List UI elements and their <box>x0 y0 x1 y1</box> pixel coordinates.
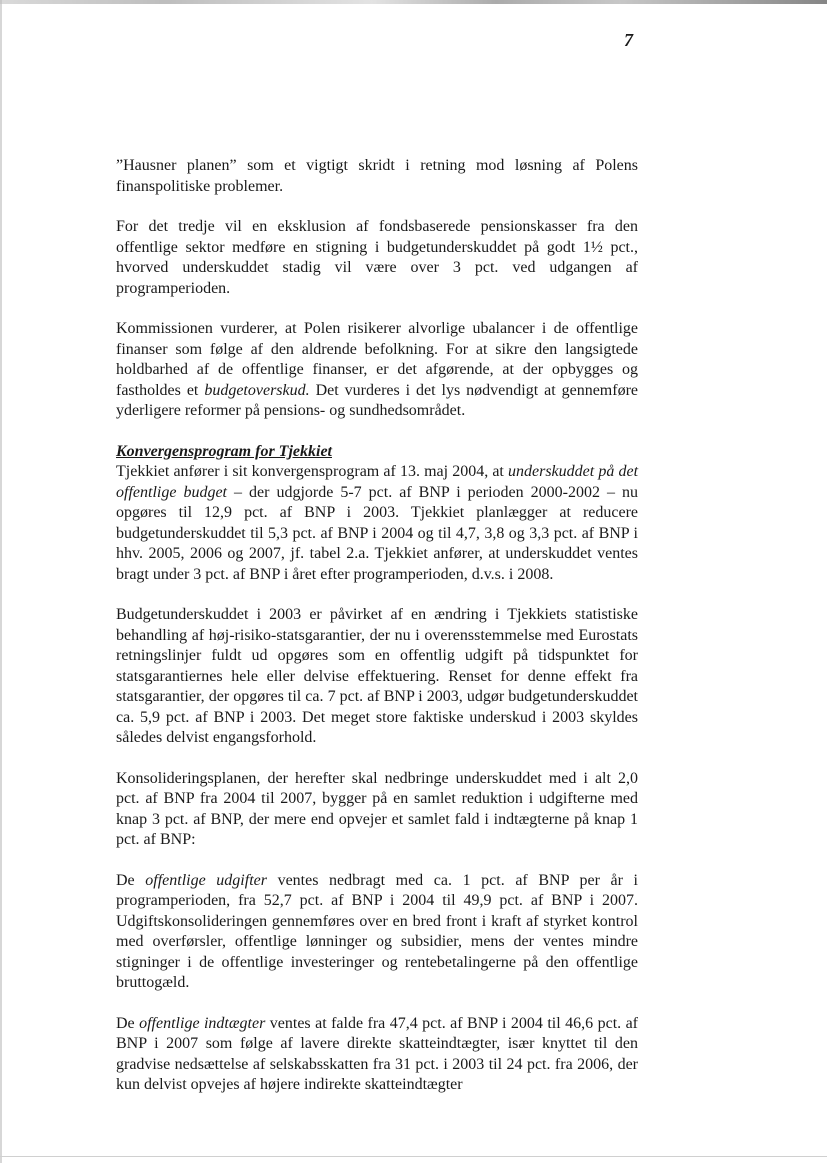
scan-edge-bottom <box>0 1156 827 1157</box>
paragraph-1: ”Hausner planen” som et vigtigt skridt i retning mod løsning af Polens finanspolitiske problemer. <box>116 157 638 195</box>
paragraph-6: Konsolideringsplanen, der herefter skal nedbringe underskuddet med i alt 2,0 pct. af BNP fra 2004 til 2007, bygger på en samlet reduktion i udgifterne med knap 3 pct. af BNP, der mere end opvejer et samlet fald i indtægterne på knap 1 pct. af BNP: <box>116 769 638 848</box>
paragraph-4-emphasis: underskuddet på det offentlige budget <box>116 463 639 501</box>
section-heading: Konvergensprogram for Tjekkiet <box>116 442 332 460</box>
paragraph-5: Budgetunderskuddet i 2003 er påvirket af en ændring i Tjekkiets statistiske behandling af høj-risiko-statsgarantier, der nu i overensstemmelse med Eurostats retningslinjer fuldt ud opgøres som en offentlig udgift på tidspunktet for statsgarantiernes hele eller delvise effektuering. Renset for denne effekt fra statsgarantier, der opgøres til ca. 7 pct. af BNP i 2003, udgør budgetunderskuddet ca. 5,9 pct. af BNP i 2003. Det meget store faktiske underskud i 2003 skyldes således delvist engangsforhold. <box>116 606 638 746</box>
paragraph-8 <box>116 1014 638 1096</box>
document-body <box>116 156 638 1116</box>
paragraph-8-text-b: ventes at falde fra 47,4 pct. af BNP i 2004 til 46,6 pct. af BNP i 2007 som følge af lavere direkte skatteindtægter, især knyttet til den gradvise nedsættelse af selskabsskatten fra 31 pct. i 2003 til 24 pct. fra 2006, der kun delvist opvejes af højere indirekte skatteindtægter <box>116 1014 639 1093</box>
paragraph-3-text-b: Det vurderes i det lys nødvendigt at gennemføre yderligere reformer på pensions- og sundhedsområdet. <box>116 381 639 419</box>
paragraph-3-emphasis: budgetoverskud. <box>204 381 310 399</box>
paragraph-2: For det tredje vil en eksklusion af fondsbaserede pensionskasser fra den offentlige sektor medføre en stigning i budgetunderskuddet på godt 1½ pct., hvorved underskuddet stadig vil være over 3 pct. ved udgangen af programperioden. <box>116 218 638 297</box>
paragraph-8-text-a: De <box>116 1014 140 1032</box>
paragraph-4-text-a: Tjekkiet anfører i sit konvergensprogram af 13. maj 2004, at <box>116 463 508 480</box>
paragraph-4 <box>116 462 638 585</box>
paragraph-7 <box>116 871 638 994</box>
page-number: 7 <box>624 30 633 50</box>
paragraph-4-text-b: – der udgjorde 5-7 pct. af BNP i perioden 2000-2002 – nu opgøres til 12,9 pct. af BNP i 2003. Tjekkiet planlægger at reducere budgetunderskuddet til 5,3 pct. af BNP i 2004 og til 4,7, 3,8 og 3,3 pct. af BNP i hhv. 2005, 2006 og 2007, jf. tabel 2.a. Tjekkiet anfører, at underskuddet ventes bragt under 3 pct. af BNP i året efter programperioden, d.v.s. i 2008. <box>116 483 639 583</box>
paragraph-3 <box>116 319 638 422</box>
scan-edge-left <box>0 0 2 1163</box>
paragraph-8-emphasis: offentlige indtægter <box>139 1014 266 1032</box>
paragraph-7-text-a: De <box>116 871 146 889</box>
paragraph-7-emphasis: offentlige udgifter <box>145 871 267 889</box>
paragraph-3-text-a: Kommissionen vurderer, at Polen risikerer alvorlige ubalancer i de offentlige finanser som følge af den aldrende befolkning. For at sikre den langsigtede holdbarhed af de offentlige finanser, er det afgørende, at der opbygges og fastholdes et <box>116 320 638 399</box>
scan-edge-top <box>0 0 827 4</box>
paragraph-7-text-b: ventes nedbragt med ca. 1 pct. af BNP per år i programperioden, fra 52,7 pct. af BNP i 2004 til 49,9 pct. af BNP i 2007. Udgiftskonsolideringen gennemføres over en bred front i kraft af styrket kontrol med overførsler, offentlige lønninger og subsidier, mens der ventes mindre stigninger i de offentlige investeringer og rentebetalingerne på den offentlige bruttogæld. <box>116 871 639 991</box>
